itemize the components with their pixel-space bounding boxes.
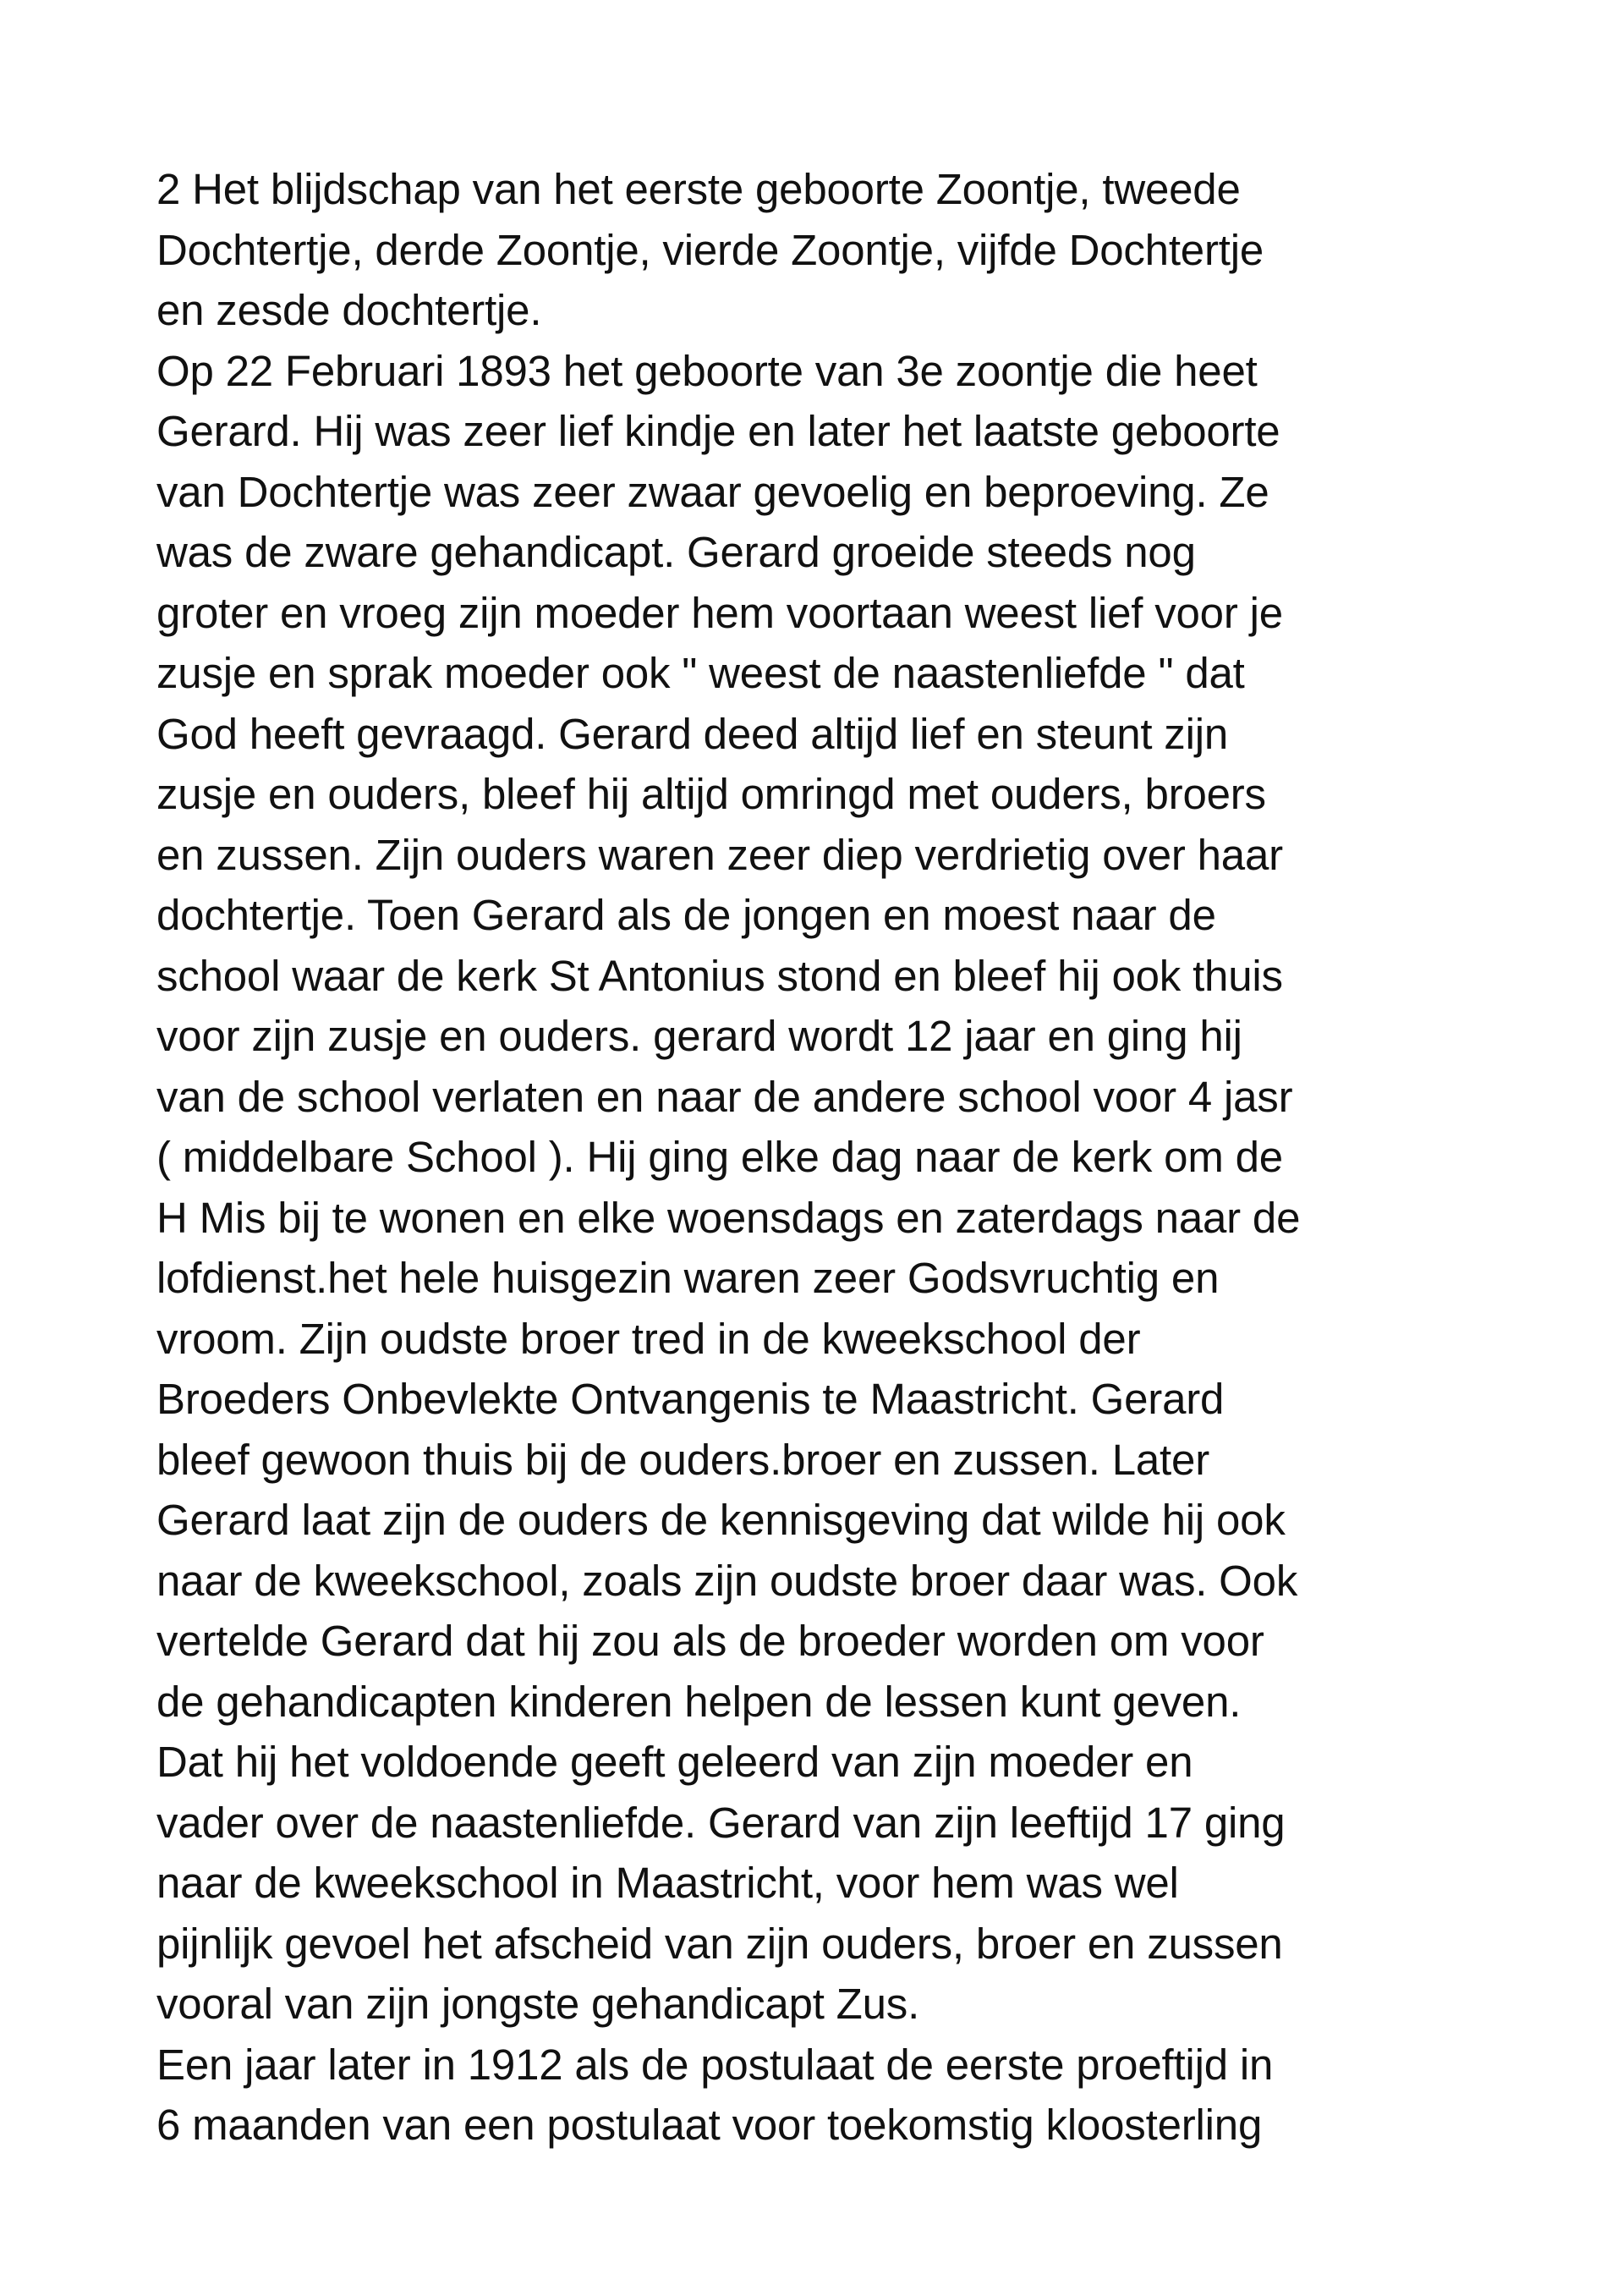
text-line: van de school verlaten en naar de andere school voor 4 jasr [156,1072,1293,1121]
text-line: de gehandicapten kinderen helpen de lessen kunt geven. [156,1677,1242,1726]
text-line: was de zware gehandicapt. Gerard groeide steeds nog [156,528,1196,576]
text-line: Dochtertje, derde Zoontje, vierde Zoontje, vijfde Dochtertje [156,225,1264,274]
text-line: God heeft gevraagd. Gerard deed altijd lief en steunt zijn [156,709,1229,758]
text-line: Gerard. Hij was zeer lief kindje en later het laatste geboorte [156,407,1280,455]
text-line: vooral van zijn jongste gehandicapt Zus. [156,1980,920,2028]
text-line: 2 Het blijdschap van het eerste geboorte Zoontje, tweede [156,165,1241,213]
text-line: naar de kweekschool in Maastricht, voor hem was wel [156,1859,1179,1907]
text-line: ( middelbare School ). Hij ging elke dag naar de kerk om de [156,1133,1283,1181]
text-line: bleef gewoon thuis bij de ouders.broer en zussen. Later [156,1435,1209,1484]
text-line: voor zijn zusje en ouders. gerard wordt 12 jaar en ging hij [156,1012,1242,1060]
text-line: school waar de kerk St Antonius stond en bleef hij ook thuis [156,951,1283,1000]
text-line: vroom. Zijn oudste broer tred in de kweekschool der [156,1314,1141,1363]
body-text [156,159,1493,2156]
text-line: zusje en sprak moeder ook " weest de naastenliefde " dat [156,649,1245,697]
text-line: Een jaar later in 1912 als de postulaat de eerste proeftijd in [156,2040,1274,2089]
text-line: Dat hij het voldoende geeft geleerd van zijn moeder en [156,1738,1193,1786]
text-line: dochtertje. Toen Gerard als de jongen en moest naar de [156,891,1216,939]
text-line: pijnlijk gevoel het afscheid van zijn ouders, broer en zussen [156,1919,1283,1968]
text-line: Broeders Onbevlekte Ontvangenis te Maastricht. Gerard [156,1375,1225,1423]
text-line: vader over de naastenliefde. Gerard van zijn leeftijd 17 ging [156,1798,1286,1847]
text-line: lofdienst.het hele huisgezin waren zeer Godsvruchtig en [156,1254,1220,1302]
text-line: 6 maanden van een postulaat voor toekomstig kloosterling [156,2101,1263,2149]
text-line: Gerard laat zijn de ouders de kennisgeving dat wilde hij ook [156,1496,1286,1544]
text-line: groter en vroeg zijn moeder hem voortaan weest lief voor je [156,588,1283,637]
text-line: naar de kweekschool, zoals zijn oudste broer daar was. Ook [156,1556,1298,1605]
text-line: Op 22 Februari 1893 het geboorte van 3e zoontje die heet [156,346,1258,395]
text-line: zusje en ouders, bleef hij altijd omringd met ouders, broers [156,770,1266,818]
text-line: H Mis bij te wonen en elke woensdags en zaterdags naar de [156,1193,1301,1242]
text-line: en zesde dochtertje. [156,286,542,334]
text-line: vertelde Gerard dat hij zou als de broeder worden om voor [156,1617,1264,1665]
text-line: van Dochtertje was zeer zwaar gevoelig en beproeving. Ze [156,467,1269,516]
text-line: en zussen. Zijn ouders waren zeer diep verdrietig over haar [156,830,1283,879]
